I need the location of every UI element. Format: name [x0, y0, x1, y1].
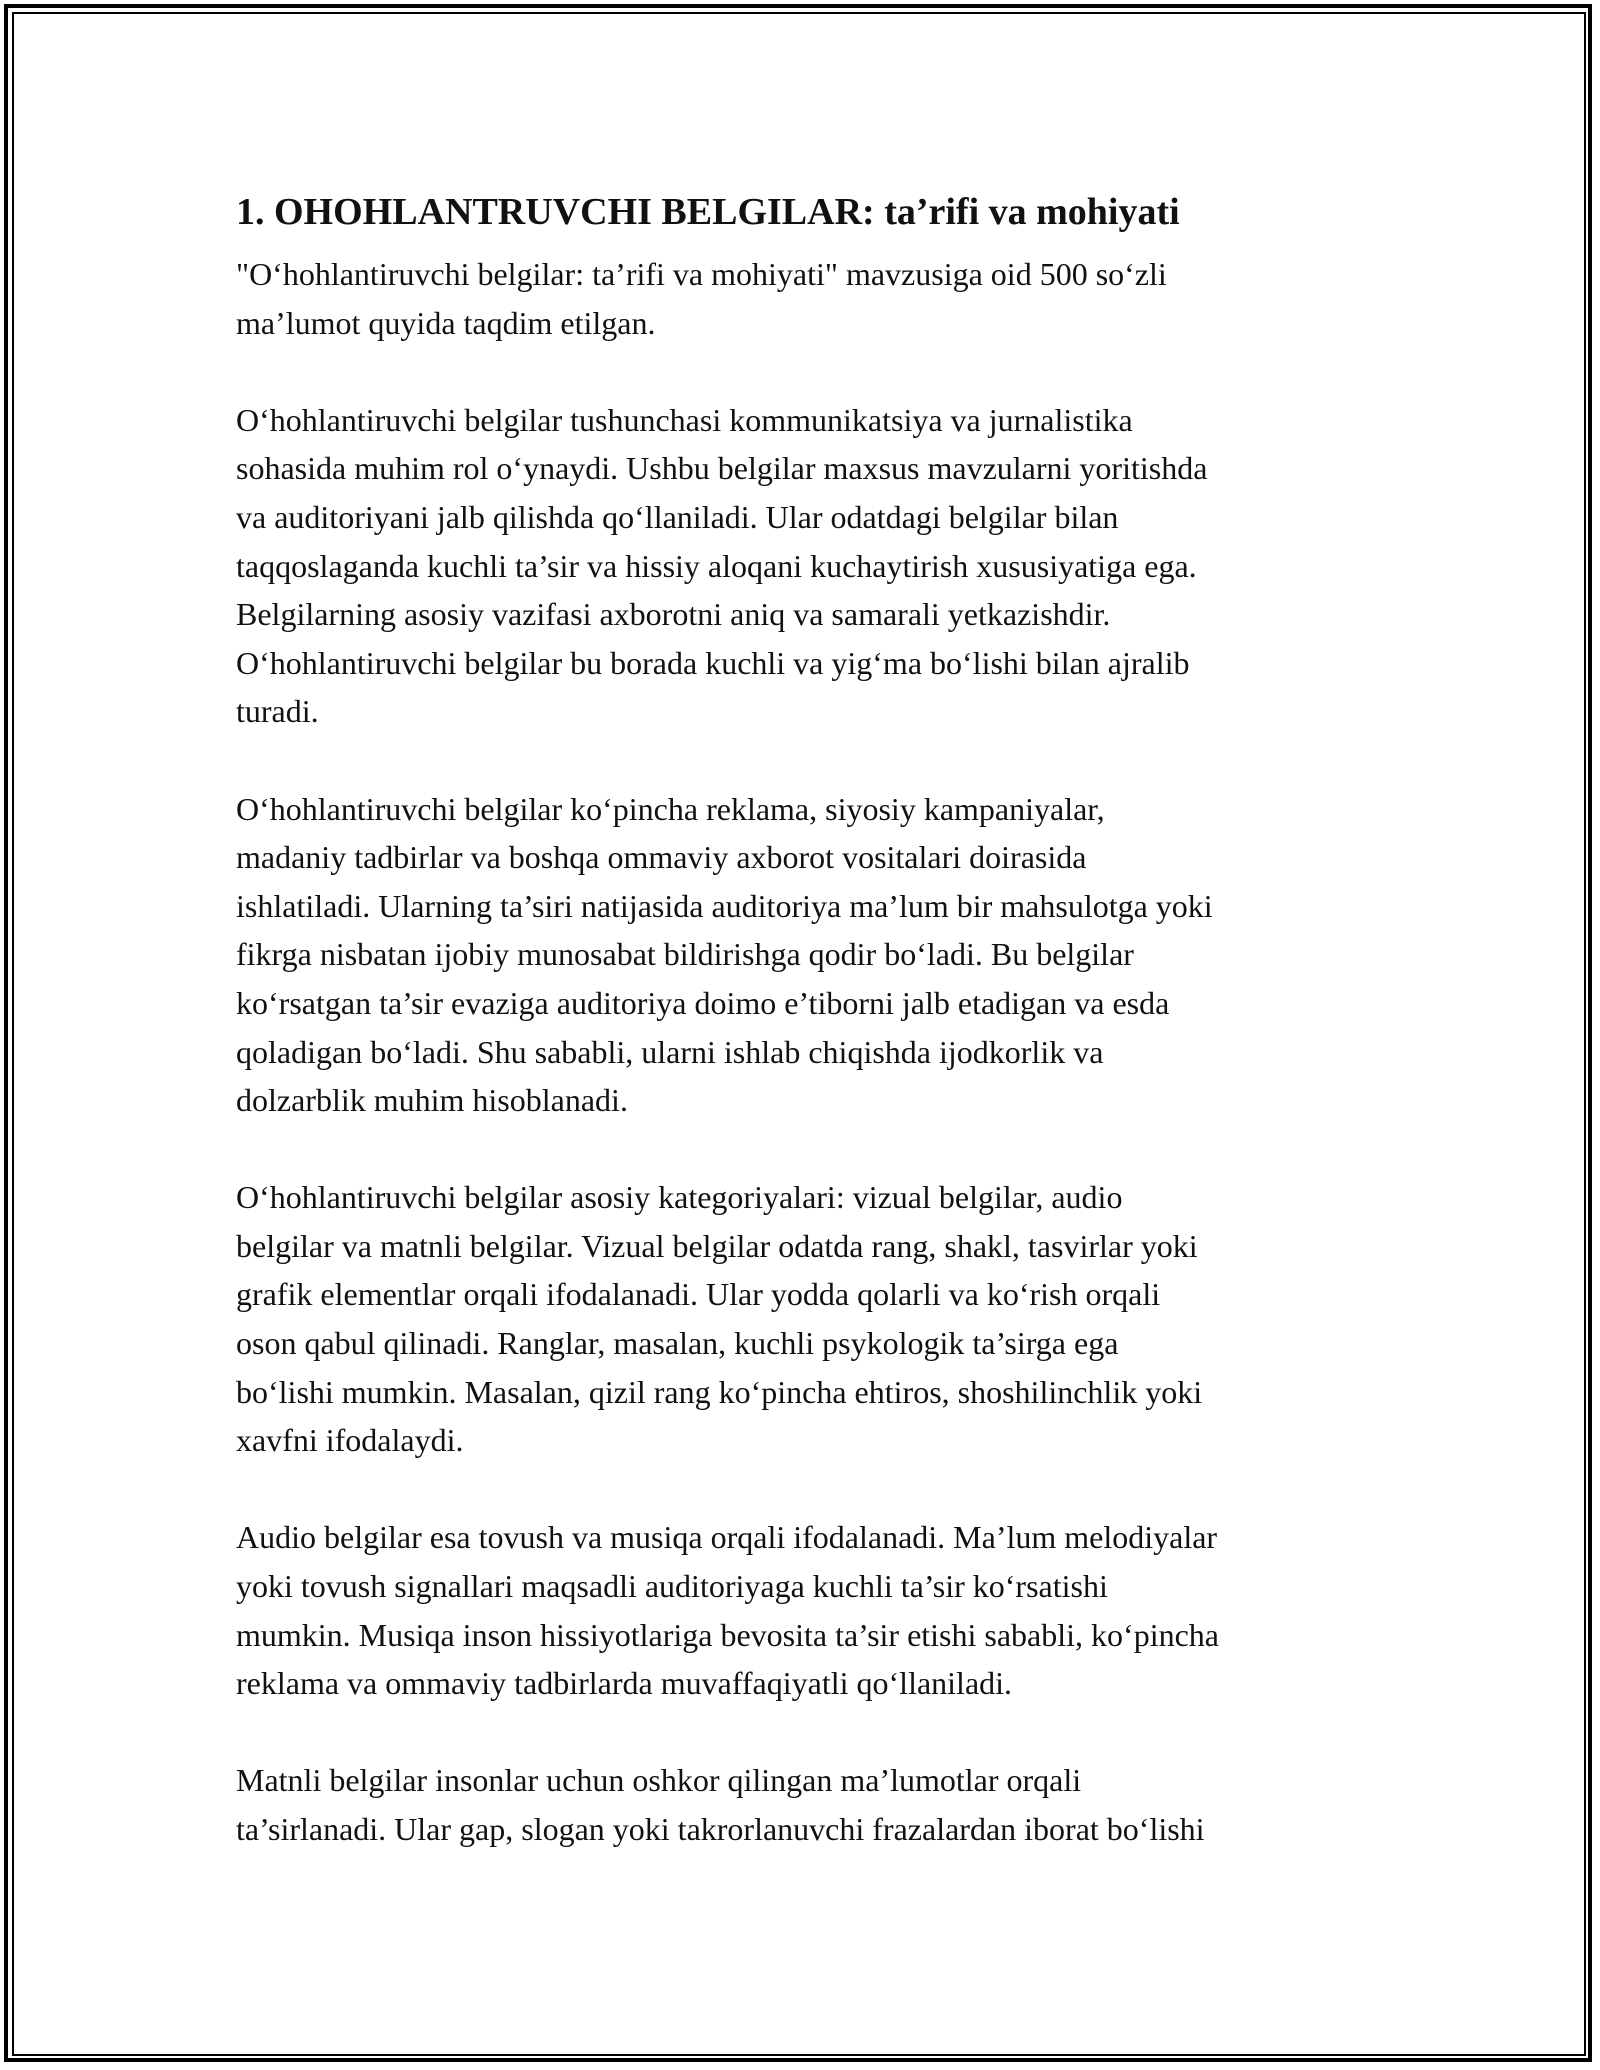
- text-line: ko‘rsatgan ta’sir evaziga auditoriya doimo e’tiborni jalb etadigan va esda: [236, 984, 1170, 1021]
- text-line: qoladigan bo‘ladi. Shu sababli, ularni ishlab chiqishda ijodkorlik va: [236, 1033, 1104, 1070]
- text-line: va auditoriyani jalb qilishda qo‘llaniladi. Ular odatdagi belgilar bilan: [236, 498, 1119, 535]
- text-line: belgilar va matnli belgilar. Vizual belgilar odatda rang, shakl, tasvirlar yoki: [236, 1227, 1198, 1264]
- paragraph-4: [236, 1173, 1376, 1465]
- text-line: madaniy tadbirlar va boshqa ommaviy axborot vositalari doirasida: [236, 839, 1087, 876]
- text-line: taqqoslaganda kuchli ta’sir va hissiy aloqani kuchaytirish xususiyatiga ega.: [236, 547, 1197, 584]
- text-line: Belgilarning asosiy vazifasi axborotni aniq va samarali yetkazishdir.: [236, 596, 1111, 633]
- paragraph-6: [236, 1756, 1376, 1853]
- text-line: O‘hohlantiruvchi belgilar asosiy kategoriyalari: vizual belgilar, audio: [236, 1179, 1123, 1216]
- text-line: ma’lumot quyida taqdim etilgan.: [236, 304, 656, 341]
- paragraph-3: [236, 785, 1376, 1125]
- paragraph-1: [236, 250, 1376, 347]
- text-line: O‘hohlantiruvchi belgilar ko‘pincha reklama, siyosiy kampaniyalar,: [236, 790, 1105, 827]
- text-line: ishlatiladi. Ularning ta’siri natijasida auditoriya ma’lum bir mahsulotga yoki: [236, 887, 1213, 924]
- text-line: "O‘hohlantiruvchi belgilar: ta’rifi va mohiyati" mavzusiga oid 500 so‘zli: [236, 256, 1167, 292]
- document-body: [236, 186, 1376, 1902]
- paragraph-5: [236, 1513, 1376, 1707]
- text-line: grafik elementlar orqali ifodalanadi. Ular yodda qolarli va ko‘rish orqali: [236, 1276, 1161, 1313]
- text-line: oson qabul qilinadi. Ranglar, masalan, kuchli psykologik ta’sirga ega: [236, 1325, 1119, 1362]
- text-line: turadi.: [236, 693, 319, 730]
- text-line: yoki tovush signallari maqsadli auditoriyaga kuchli ta’sir ko‘rsatishi: [236, 1568, 1108, 1605]
- document-title: 1. OHOHLANTRUVCHI BELGILAR: ta’rifi va mohiyati: [236, 191, 1180, 233]
- text-line: O‘hohlantiruvchi belgilar tushunchasi kommunikatsiya va jurnalistika: [236, 401, 1133, 438]
- text-line: Audio belgilar esa tovush va musiqa orqali ifodalanadi. Ma’lum melodiyalar: [236, 1519, 1218, 1556]
- paragraph-2: [236, 396, 1376, 736]
- text-line: Matnli belgilar insonlar uchun oshkor qilingan ma’lumotlar orqali: [236, 1762, 1082, 1799]
- text-line: reklama va ommaviy tadbirlarda muvaffaqiyatli qo‘llaniladi.: [236, 1665, 1013, 1702]
- text-line: mumkin. Musiqa inson hissiyotlariga bevosita ta’sir etishi sababli, ko‘pincha: [236, 1616, 1219, 1653]
- text-line: bo‘lishi mumkin. Masalan, qizil rang ko‘pincha ehtiros, shoshilinchlik yoki: [236, 1373, 1203, 1410]
- text-line: O‘hohlantiruvchi belgilar bu borada kuchli va yig‘ma bo‘lishi bilan ajralib: [236, 644, 1190, 681]
- text-line: fikrga nisbatan ijobiy munosabat bildirishga qodir bo‘ladi. Bu belgilar: [236, 936, 1134, 973]
- text-line: ta’sirlanadi. Ular gap, slogan yoki takrorlanuvchi frazalardan iborat bo‘lishi: [236, 1811, 1205, 1847]
- text-line: dolzarblik muhim hisoblanadi.: [236, 1082, 628, 1119]
- text-line: sohasida muhim rol o‘ynaydi. Ushbu belgilar maxsus mavzularni yoritishda: [236, 450, 1208, 487]
- text-line: xavfni ifodalaydi.: [236, 1422, 464, 1459]
